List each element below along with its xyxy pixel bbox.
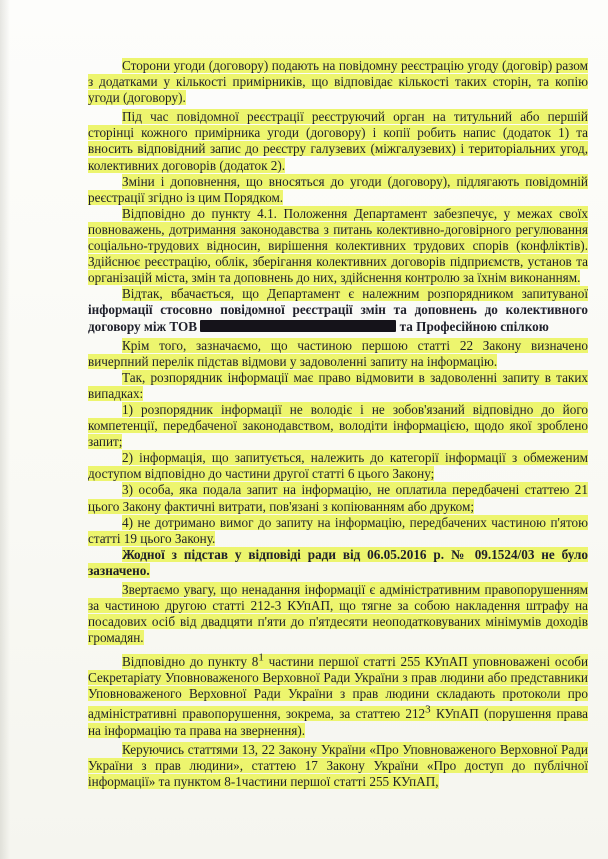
highlighted-text: Керуючись статтями 13, 22 Закону України «Про Уповноваженого Верховної Ради України з прав людини», статтею 17 Закону України «Про доступ до публічної інформації» та пунктом 8-1частини першої статті 255 КУпАП,	[88, 741, 588, 789]
highlighted-text: 2) інформація, що запитується, належить до категорії інформації з обмеженим доступом відповідно до частини другої статті 6 цього Закону;	[88, 450, 588, 482]
highlighted-text: Відтак, вбачається, що Департамент є належним розпорядником запитуваної	[122, 286, 588, 302]
paragraph-no-grounds	[88, 547, 588, 579]
list-item-2	[88, 450, 588, 482]
bold-highlighted-text: Жодної з підстав у відповіді ради від 06.05.2016 р. № 09.1524/03 не було зазначено.	[88, 546, 588, 578]
paragraph-article-255	[88, 649, 588, 738]
paragraph-department-owner	[88, 286, 588, 334]
paragraph-amendments	[88, 174, 588, 206]
highlighted-text: Зміни і доповнення, що вносяться до угоди (договору), підлягають повідомній реєстрації згідно із цим Порядком.	[88, 173, 588, 205]
scan-edge-shadow	[0, 0, 10, 859]
text-fragment: частини першої статті 255 КУпАП уповноважені особи Секретаріату Уповноваженого Верховної Ради України з прав людини або представники Уповноваженого Верховної Ради України з прав людини складають протоколи про адміністративні правопорушення, зокрема, за статтею 212	[88, 653, 589, 722]
highlighted-text	[88, 651, 589, 738]
highlighted-text: Так, розпорядник інформації має право відмовити в задоволенні запиту в таких випадках:	[88, 369, 588, 401]
highlighted-text: 3) особа, яка подала запит на інформацію, не оплатила передбачені статтею 21 цього Закону фактичні витрати, пов'язані з копіюванням або друком;	[88, 482, 588, 514]
list-item-4	[88, 515, 588, 547]
bold-text: та Професійною спілкою	[399, 318, 549, 334]
list-item-3	[88, 482, 588, 514]
list-item-1	[88, 402, 588, 450]
superscript: 1	[258, 651, 264, 664]
paragraph-guided-by	[88, 742, 588, 790]
highlighted-text: Крім того, зазначаємо, що частиною першою статті 22 Закону визначено вичерпний перелік підстав відмови у задоволенні запиту на інформацію.	[88, 337, 588, 369]
highlighted-text: Відповідно до пункту 4.1. Положення Департамент забезпечує, у межах своїх повноважень, дотримання законодавства з питань колективно-договірного регулювання соціально-трудових відносин, вирішення колективних трудових спорів (конфліктів). Здійснює реєстрацію, облік, зберігання колективних договорів підприємств, установ та організацій міста, змін та доповнень до них, здійснення контролю за їхнім виконанням.	[88, 205, 588, 286]
text-fragment: КУпАП (порушення права на інформацію та права на звернення).	[88, 706, 589, 738]
document-body	[88, 58, 588, 790]
paragraph-registration-procedure	[88, 109, 588, 173]
redaction-block	[200, 320, 396, 332]
highlighted-text: Під час повідомної реєстрації реєструючий орган на титульний або першій сторінці кожного примірника угоди (договору) і копії робить напис (додаток 1) та вносить відповідний запис до реєстру галузевих (міжгалузевих) і територіальних угод, колективних договорів (додаток 2).	[88, 109, 588, 173]
paragraph-refusal-cases	[88, 370, 588, 402]
text-fragment: Відповідно до пункту 8	[122, 653, 259, 669]
highlighted-text: 4) не дотримано вимог до запиту на інформацію, передбачених частиною п'ятою статті 19 цього Закону.	[88, 514, 588, 546]
highlighted-text: Сторони угоди (договору) подають на повідомну реєстрацію угоду (договір) разом з додатками у кількості примірників, що відповідає кількості таких сторін, та копію угоди (договору).	[88, 58, 588, 106]
paragraph-article-22	[88, 338, 588, 370]
highlighted-text: Звертаємо увагу, що ненадання інформації є адміністративним правопорушенням за частиною другою статті 212-3 КУпАП, що тягне за собою накладення штрафу на посадових осіб від двадцяти п'яти до п'ятдесяти неоподатковуваних мінімумів доходів громадян.	[88, 582, 588, 646]
bold-text: інформації стосовно повідомної реєстрації змін та доповнень до колективного договору між ТОВ	[88, 302, 588, 334]
paragraph-parties-submit	[88, 58, 588, 106]
highlighted-text: 1) розпорядник інформації не володіє і не зобов'язаний відповідно до його компетенції, передбаченої законодавством, володіти інформацією, щодо якої зроблено запит;	[88, 401, 588, 450]
paragraph-department-duties	[88, 206, 588, 286]
superscript: 3	[425, 704, 431, 717]
paragraph-administrative-offense	[88, 582, 588, 646]
